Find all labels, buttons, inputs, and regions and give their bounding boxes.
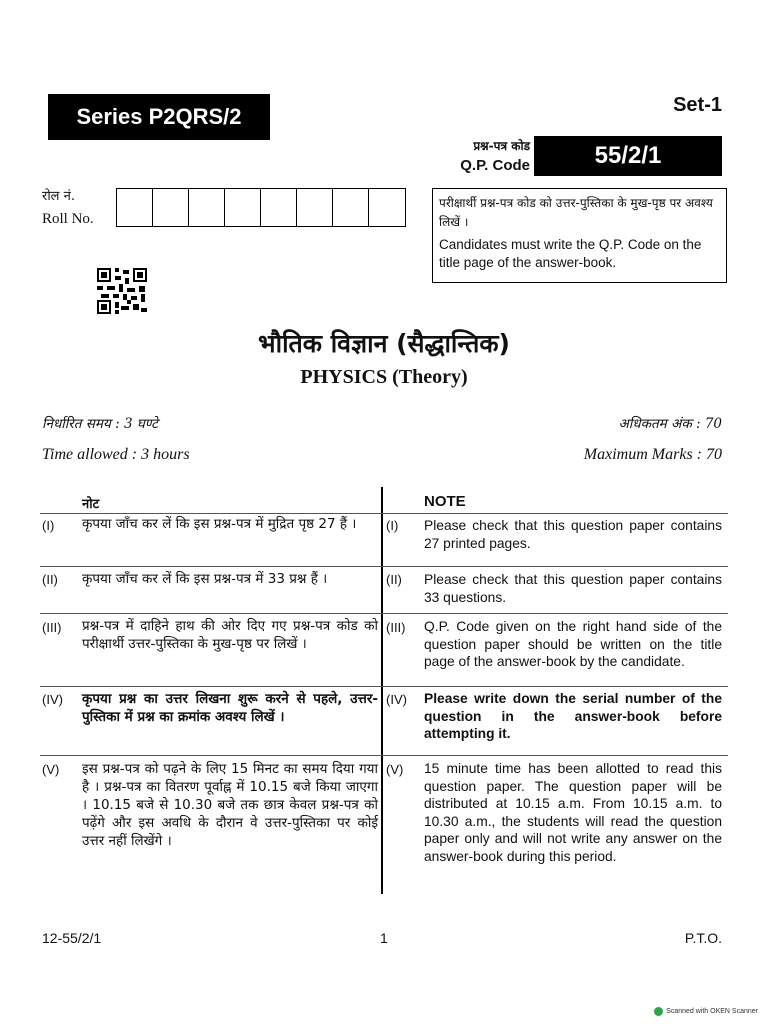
- divider: [40, 755, 728, 756]
- time-allowed-en: Time allowed : 3 hours: [42, 446, 190, 463]
- notice-text-en: Candidates must write the Q.P. Code on the title page of the answer-book.: [439, 237, 702, 270]
- note-text-en: Q.P. Code given on the right hand side of the question paper should be written on the title page of the answer-book by the candidate.: [424, 619, 722, 669]
- note-number: (V): [42, 762, 60, 777]
- roll-box[interactable]: [297, 189, 333, 226]
- roll-box[interactable]: [153, 189, 189, 226]
- note-text-hi: कृपया प्रश्न का उत्तर लिखना शुरू करने से पहले, उत्तर-पुस्तिका में प्रश्न का क्रमांक अवश्य लिखें ।: [82, 691, 378, 725]
- qp-code-value: 55/2/1: [534, 136, 722, 176]
- divider: [40, 686, 728, 687]
- note-text-hi: कृपया जाँच कर लें कि इस प्रश्न-पत्र में 33 प्रश्न हैं ।: [82, 571, 328, 587]
- roll-box[interactable]: [225, 189, 261, 226]
- column-divider: [381, 487, 383, 894]
- roll-box[interactable]: [261, 189, 297, 226]
- qp-code-label-en: Q.P. Code: [460, 157, 530, 174]
- roll-box[interactable]: [333, 189, 369, 226]
- note-heading-en: NOTE: [424, 493, 466, 510]
- note-text-en: 15 minute time has been allotted to read this question paper. The question paper will be distributed at 10.15 a.m. From 10.15 a.m. to 10.30 a.m., the students will read the question paper only and will not write any answer on the answer-book during this period.: [424, 761, 722, 864]
- note-number: (IV): [386, 692, 407, 707]
- divider: [40, 513, 728, 514]
- note-text-en: Please check that this question paper contains 27 printed pages.: [424, 518, 722, 551]
- note-heading-hi: नोट: [82, 497, 100, 512]
- note-number: (I): [386, 518, 399, 533]
- set-label: Set-1: [673, 94, 722, 116]
- max-marks-hi: अधिकतम अंक : 70: [618, 416, 722, 432]
- note-number: (V): [386, 762, 404, 777]
- note-number: (II): [386, 572, 402, 587]
- roll-box[interactable]: [117, 189, 153, 226]
- roll-box[interactable]: [369, 189, 405, 226]
- scanner-logo-icon: [654, 1007, 663, 1016]
- note-text-en: Please write down the serial number of the question in the answer-book before attempting it.: [424, 691, 722, 741]
- note-number: (III): [386, 620, 406, 635]
- scanner-watermark: [654, 1007, 758, 1016]
- note-number: (III): [42, 620, 62, 635]
- qp-code-label-hi: प्रश्न-पत्र कोड: [473, 139, 530, 153]
- qr-code-icon: [97, 268, 147, 314]
- scanner-text: Scanned with OKEN Scanner: [666, 1008, 758, 1015]
- roll-label-hi: रोल नं.: [42, 189, 75, 204]
- page-number: 1: [380, 930, 388, 946]
- note-text-hi: कृपया जाँच कर लें कि इस प्रश्न-पत्र में मुद्रित पृष्ठ 27 हैं ।: [82, 516, 357, 532]
- series-label: Series P2QRS/2: [48, 94, 270, 140]
- note-text-hi: प्रश्न-पत्र में दाहिने हाथ की ओर दिए गए प्रश्न-पत्र कोड को परीक्षार्थी उत्तर-पुस्तिका के मुख-पृष्ठ पर लिखें ।: [82, 618, 378, 652]
- note-number: (IV): [42, 692, 63, 707]
- roll-number-boxes: [116, 188, 406, 227]
- divider: [40, 566, 728, 567]
- subject-title-hi: भौतिक विज्ञान (सैद्धान्तिक): [258, 329, 510, 358]
- pto-label: P.T.O.: [684, 930, 722, 946]
- roll-box[interactable]: [189, 189, 225, 226]
- footer-code: 12-55/2/1: [42, 930, 102, 946]
- note-text-hi: इस प्रश्न-पत्र को पढ़ने के लिए 15 मिनट का समय दिया गया है । प्रश्न-पत्र का वितरण पूर्वाह्न में 10.15 बजे किया जाएगा । 10.15 बजे से 10.30 बजे तक छात्र केवल प्रश्न-पत्र को पढ़ेंगे और इस अवधि के दौरान वे उत्तर-पुस्तिका पर कोई उत्तर नहीं लिखेंगे ।: [82, 761, 378, 849]
- note-text-en: Please check that this question paper contains 33 questions.: [424, 572, 722, 605]
- qp-code-label: [418, 136, 530, 176]
- note-number: (I): [42, 518, 55, 533]
- time-allowed-hi: निर्धारित समय : 3 घण्टे: [42, 416, 158, 432]
- roll-number-label: [42, 186, 94, 230]
- candidate-notice-box: [432, 188, 727, 283]
- subject-title-en: PHYSICS (Theory): [300, 366, 468, 388]
- notice-text-hi: परीक्षार्थी प्रश्न-पत्र कोड को उत्तर-पुस्तिका के मुख-पृष्ठ पर अवश्य लिखें ।: [439, 196, 713, 229]
- roll-label-en: Roll No.: [42, 211, 94, 227]
- note-number: (II): [42, 572, 58, 587]
- max-marks-en: Maximum Marks : 70: [583, 446, 722, 463]
- divider: [40, 613, 728, 614]
